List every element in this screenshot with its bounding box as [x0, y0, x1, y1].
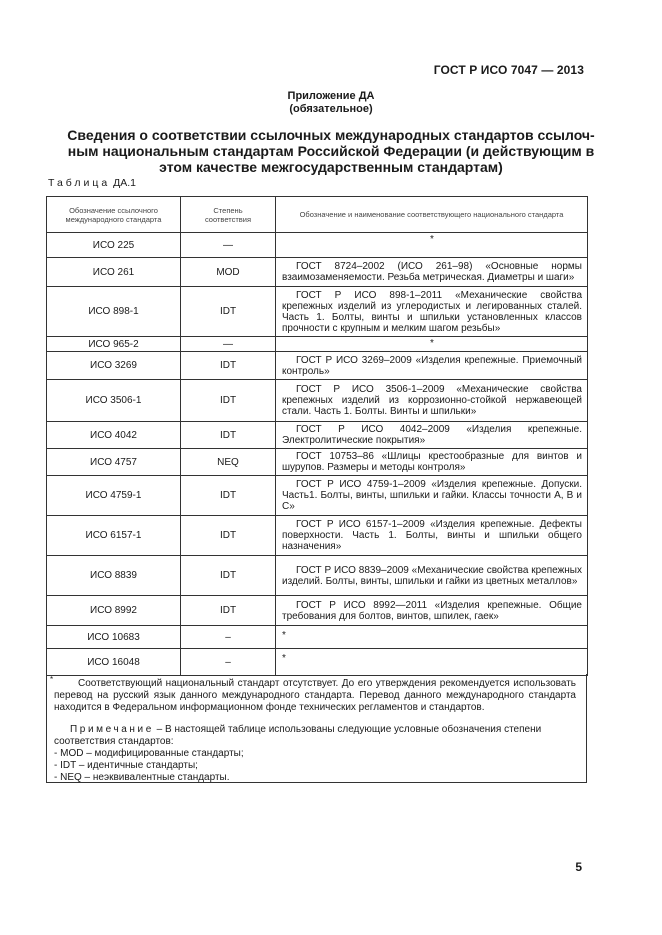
- header-intl-standard: Обозначение ссылочного международного стандарта: [47, 197, 181, 233]
- national-standard-cell: [276, 287, 588, 337]
- degree-cell: IDT: [181, 380, 276, 422]
- national-standard-text: ГОСТ Р ИСО 4759-1–2009 «Изделия крепежные. Допуски. Часть1. Болты, винты, шпильки и гайки. Классы точности А, В и С»: [282, 479, 582, 512]
- note-item: - MOD – модифицированные стандарты;: [54, 748, 244, 759]
- footnote-text: Соответствующий национальный стандарт отсутствует. До его утверждения рекомендуется использовать перевод на русский язык данного международного стандарта. Перевод данного международного стандарта находится в Федеральном информационном фонде технических регламентов и стандартов.: [54, 678, 576, 713]
- degree-cell: IDT: [181, 422, 276, 449]
- note: [54, 724, 576, 784]
- section-title: [40, 127, 622, 175]
- national-standard-cell: *: [276, 649, 588, 676]
- table-row: [47, 422, 588, 449]
- national-standard-cell: [276, 258, 588, 287]
- degree-cell: NEQ: [181, 449, 276, 476]
- national-standard-cell: [276, 422, 588, 449]
- intl-standard-cell: ИСО 965-2: [47, 337, 181, 352]
- header-degree: Степень соответствия: [181, 197, 276, 233]
- standards-table: [46, 196, 588, 676]
- table-notes: [46, 674, 587, 783]
- intl-standard-cell: ИСО 4042: [47, 422, 181, 449]
- footnote-mark: *: [50, 675, 54, 684]
- table-caption: [48, 177, 136, 189]
- table-row: [47, 337, 588, 352]
- table-row: [47, 380, 588, 422]
- section-title-line: Сведения о соответствии ссылочных международных стандартов ссылоч-: [67, 127, 595, 143]
- section-title-line: ным национальным стандартам Российской Федерации (и действующим в: [67, 143, 595, 159]
- appendix-heading: [0, 90, 662, 116]
- intl-standard-cell: ИСО 8992: [47, 596, 181, 626]
- national-standard-text: ГОСТ Р ИСО 3269–2009 «Изделия крепежные. Приемочный контроль»: [282, 354, 582, 377]
- intl-standard-cell: ИСО 3506-1: [47, 380, 181, 422]
- degree-cell: MOD: [181, 258, 276, 287]
- national-standard-cell: *: [276, 233, 588, 258]
- table-row: [47, 233, 588, 258]
- appendix-subtitle: (обязательное): [289, 103, 373, 115]
- national-standard-text: ГОСТ Р ИСО 3506-1–2009 «Механические свойства крепежных изделий из коррозионно-стойкой нержавеющей стали. Часть 1. Болты. Винты и шпильки»: [282, 384, 582, 417]
- national-standard-text: ГОСТ 8724–2002 (ИСО 261–98) «Основные нормы взаимозаменяемости. Резьба метрическая. Диаметры и шаги»: [282, 261, 582, 283]
- degree-cell: –: [181, 626, 276, 649]
- intl-standard-cell: ИСО 8839: [47, 556, 181, 596]
- table-row: [47, 449, 588, 476]
- table-row: [47, 476, 588, 516]
- degree-cell: IDT: [181, 476, 276, 516]
- table-row: [47, 596, 588, 626]
- note-intro-text: – В настоящей таблице использованы следующие условные обозначения степени соответствия стандартов:: [54, 724, 542, 747]
- table-row: [47, 516, 588, 556]
- page-number: 5: [575, 860, 582, 874]
- national-standard-text: ГОСТ Р ИСО 898-1–2011 «Механические свойства крепежных изделий из углеродистых и легированных сталей. Часть 1. Болты, винты и шпильки установленных классов прочности с крупным и мелким шагом резьбы»: [282, 289, 582, 334]
- table-caption-number: ДА.1: [113, 177, 136, 189]
- table-row: [47, 352, 588, 380]
- national-standard-cell: *: [276, 337, 588, 352]
- national-standard-text: ГОСТ Р ИСО 8992—2011 «Изделия крепежные. Общие требования для болтов, винтов, шпилек, гаек»: [282, 599, 582, 622]
- table-row: [47, 649, 588, 676]
- degree-cell: IDT: [181, 516, 276, 556]
- degree-cell: IDT: [181, 596, 276, 626]
- national-standard-cell: [276, 516, 588, 556]
- intl-standard-cell: ИСО 10683: [47, 626, 181, 649]
- note-item: - IDT – идентичные стандарты;: [54, 760, 198, 771]
- national-standard-cell: [276, 556, 588, 596]
- table-caption-word: Таблица: [48, 177, 111, 189]
- intl-standard-cell: ИСО 898-1: [47, 287, 181, 337]
- degree-cell: –: [181, 649, 276, 676]
- national-standard-cell: *: [276, 626, 588, 649]
- table-header-row: [47, 197, 588, 233]
- degree-cell: IDT: [181, 287, 276, 337]
- national-standard-cell: [276, 449, 588, 476]
- national-standard-cell: [276, 476, 588, 516]
- intl-standard-cell: ИСО 4759-1: [47, 476, 181, 516]
- intl-standard-cell: ИСО 3269: [47, 352, 181, 380]
- degree-cell: —: [181, 337, 276, 352]
- note-intro: [54, 724, 576, 748]
- intl-standard-cell: ИСО 225: [47, 233, 181, 258]
- national-standard-cell: [276, 352, 588, 380]
- national-standard-cell: [276, 380, 588, 422]
- intl-standard-cell: ИСО 16048: [47, 649, 181, 676]
- intl-standard-cell: ИСО 261: [47, 258, 181, 287]
- national-standard-text: ГОСТ Р ИСО 6157-1–2009 «Изделия крепежные. Дефекты поверхности. Часть 1. Болты, винты и шпильки общего назначения»: [282, 519, 582, 552]
- appendix-title: Приложение ДА: [287, 90, 375, 102]
- degree-cell: —: [181, 233, 276, 258]
- intl-standard-cell: ИСО 4757: [47, 449, 181, 476]
- note-item: - NEQ – неэквивалентные стандарты.: [54, 772, 230, 783]
- table-row: [47, 626, 588, 649]
- degree-cell: IDT: [181, 352, 276, 380]
- national-standard-text: ГОСТ 10753–86 «Шлицы крестообразные для винтов и шурупов. Размеры и методы контроля»: [282, 451, 582, 473]
- header-national-standard: Обозначение и наименование соответствующего национального стандарта: [276, 197, 588, 233]
- footnote: [54, 678, 576, 714]
- table-row: [47, 258, 588, 287]
- section-title-line: этом качестве межгосударственным стандартам): [159, 159, 503, 175]
- national-standard-cell: [276, 596, 588, 626]
- document-code: ГОСТ Р ИСО 7047 — 2013: [433, 63, 584, 77]
- intl-standard-cell: ИСО 6157-1: [47, 516, 181, 556]
- note-label: Примечание: [70, 724, 154, 735]
- degree-cell: IDT: [181, 556, 276, 596]
- table-row: [47, 556, 588, 596]
- national-standard-text: ГОСТ Р ИСО 4042–2009 «Изделия крепежные. Электролитические покрытия»: [282, 424, 582, 446]
- national-standard-text: ГОСТ Р ИСО 8839–2009 «Механические свойства крепежных изделий. Болты, винты, шпильки и гайки из цветных металлов»: [282, 564, 582, 587]
- table-row: [47, 287, 588, 337]
